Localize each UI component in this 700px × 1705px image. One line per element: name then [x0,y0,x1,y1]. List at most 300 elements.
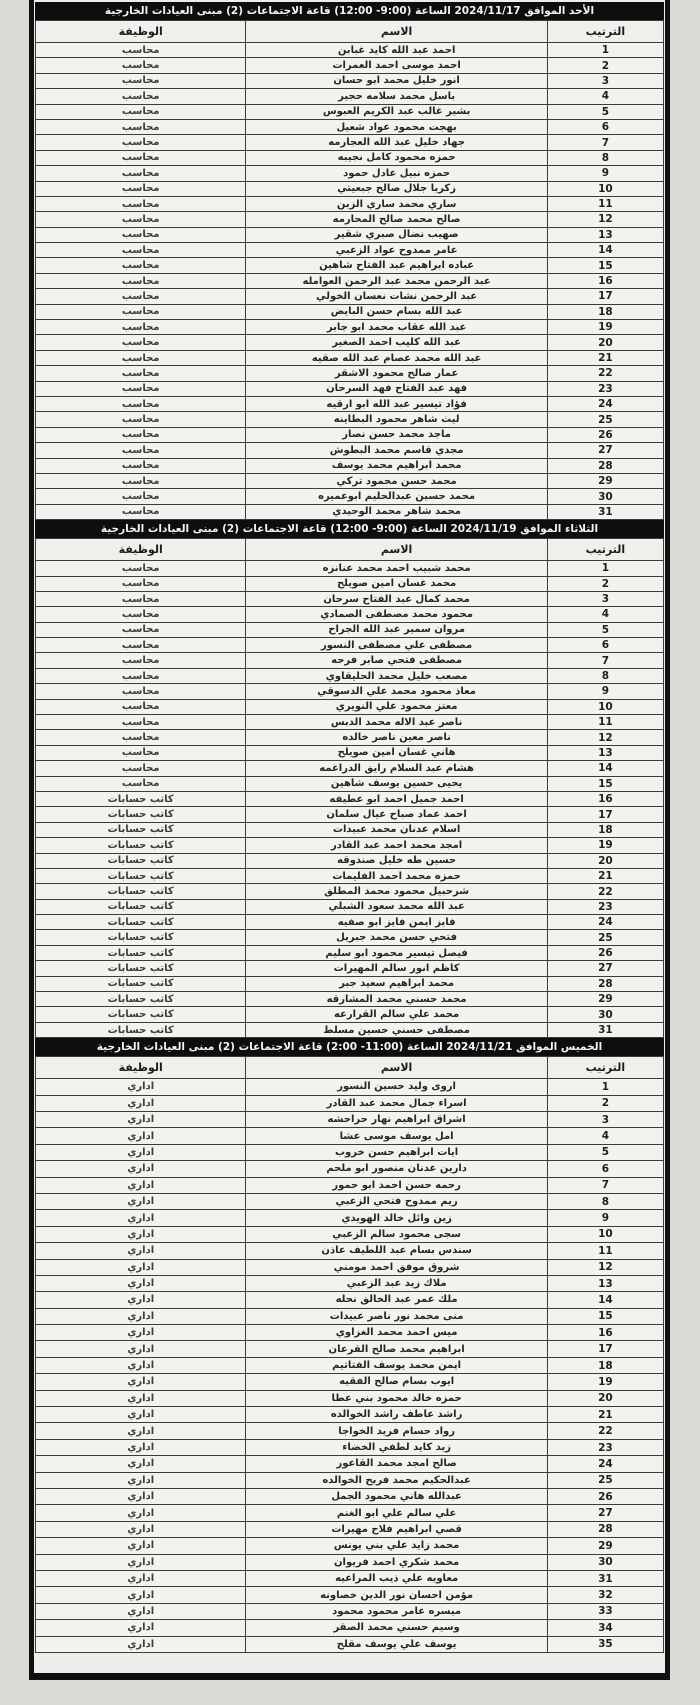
table-row [36,684,664,699]
name-cell: ابراهيم محمد صالح القرعان [246,1341,547,1357]
table-row [36,1341,664,1357]
name-cell: محمد شكري احمد فريوان [246,1554,547,1570]
name-cell: عبد الله كليب احمد الصغير [246,335,547,350]
rank-cell: 14 [547,761,663,776]
job-cell: كاتب حسابات [36,976,246,991]
job-cell: اداري [36,1521,246,1537]
rank-cell: 21 [547,868,663,883]
rank-cell: 19 [547,1374,663,1390]
job-cell: محاسب [36,243,246,258]
job-cell: اداري [36,1275,246,1291]
rank-cell: 13 [547,1275,663,1291]
job-cell: كاتب حسابات [36,945,246,960]
table-row [36,653,664,668]
rank-cell: 29 [547,992,663,1007]
name-cell: احمد موسى احمد العمرات [246,58,547,73]
roster-body [36,43,664,520]
rank-cell: 32 [547,1587,663,1603]
job-cell: كاتب حسابات [36,899,246,914]
rank-cell: 9 [547,1210,663,1226]
table-row [36,412,664,427]
name-cell: محمد غسان امين صويلح [246,576,547,591]
table-row [36,776,664,791]
name-cell: معاذ محمود محمد علي الدسوقي [246,684,547,699]
table-row [36,1144,664,1160]
document-frame [29,0,670,1680]
job-cell: اداري [36,1390,246,1406]
name-cell: ايوب بسام صالح الفقيه [246,1374,547,1390]
table-row [36,668,664,683]
name-cell: عبد الله عقاب محمد ابو جابر [246,320,547,335]
job-cell: محاسب [36,668,246,683]
table-row [36,853,664,868]
name-cell: فتحي حسن محمد جبريل [246,930,547,945]
name-cell: اسراء جمال محمد عبد القادر [246,1095,547,1111]
job-cell: محاسب [36,366,246,381]
table-row [36,992,664,1007]
job-cell: محاسب [36,653,246,668]
rank-cell: 29 [547,1538,663,1554]
job-cell: محاسب [36,622,246,637]
job-cell: اداري [36,1407,246,1423]
table-row [36,1505,664,1521]
column-header-job: الوظيفة [36,1057,246,1079]
name-cell: كاظم انور سالم المهيرات [246,961,547,976]
table-row [36,1177,664,1193]
rank-cell: 27 [547,443,663,458]
rank-cell: 22 [547,1423,663,1439]
job-cell: محاسب [36,576,246,591]
name-cell: عبد الله محمد عصام عبد الله صقيه [246,350,547,365]
name-cell: راشد عاطف راشد الخوالده [246,1407,547,1423]
job-cell: محاسب [36,89,246,104]
job-cell: محاسب [36,730,246,745]
rank-cell: 31 [547,1022,663,1037]
table-row [36,1007,664,1022]
job-cell: اداري [36,1243,246,1259]
table-row [36,381,664,396]
rank-cell: 12 [547,1259,663,1275]
rank-cell: 33 [547,1603,663,1619]
job-cell: اداري [36,1292,246,1308]
name-cell: فايز ايمن فايز ابو صفيه [246,915,547,930]
job-cell: اداري [36,1325,246,1341]
job-cell: محاسب [36,258,246,273]
roster-table-tuesday [35,538,664,1038]
rank-cell: 6 [547,638,663,653]
table-row [36,1407,664,1423]
rank-cell: 29 [547,473,663,488]
job-cell: اداري [36,1341,246,1357]
name-cell: اشراق ابراهيم نهار حراحشه [246,1112,547,1128]
table-row [36,427,664,442]
roster-body [36,1079,664,1653]
name-cell: معاويه علي ذيب المراعيه [246,1570,547,1586]
job-cell: محاسب [36,43,246,58]
job-cell: اداري [36,1505,246,1521]
name-cell: باسل محمد سلامه حجير [246,89,547,104]
job-cell: اداري [36,1620,246,1636]
column-header-name: الاسم [246,21,547,43]
name-cell: حمزه محمد احمد الفليمات [246,868,547,883]
name-cell: محمد علي سالم القرارعه [246,1007,547,1022]
rank-cell: 2 [547,576,663,591]
column-header-job: الوظيفة [36,539,246,561]
rank-cell: 27 [547,1505,663,1521]
table-header-row [36,539,664,561]
rank-cell: 1 [547,43,663,58]
table-row [36,822,664,837]
table-row [36,1570,664,1586]
rank-cell: 4 [547,89,663,104]
table-row [36,89,664,104]
job-cell: محاسب [36,745,246,760]
rank-cell: 18 [547,822,663,837]
table-row [36,150,664,165]
table-header-row [36,1057,664,1079]
table-row [36,761,664,776]
table-row [36,576,664,591]
table-row [36,1357,664,1373]
rank-cell: 27 [547,961,663,976]
column-header-job: الوظيفة [36,21,246,43]
rank-cell: 9 [547,684,663,699]
name-cell: صالح محمد صالح المحارمه [246,212,547,227]
rank-cell: 26 [547,427,663,442]
table-row [36,1587,664,1603]
table-row [36,289,664,304]
job-cell: اداري [36,1374,246,1390]
job-cell: اداري [36,1128,246,1144]
job-cell: محاسب [36,761,246,776]
name-cell: محمد زايد علي بني يونس [246,1538,547,1554]
job-cell: محاسب [36,104,246,119]
name-cell: زيد كايد لطفي الخضاء [246,1439,547,1455]
column-header-rank: الترتيب [547,21,663,43]
table-row [36,638,664,653]
name-cell: احمد جميل احمد ابو عطيفه [246,791,547,806]
table-row [36,591,664,606]
name-cell: عبدالحكيم محمد فريح الخوالده [246,1472,547,1488]
name-cell: عبد الله بسام حسن البايض [246,304,547,319]
table-row [36,350,664,365]
rank-cell: 9 [547,166,663,181]
table-row [36,1620,664,1636]
rank-cell: 34 [547,1620,663,1636]
name-cell: هاني غسان امين صويلح [246,745,547,760]
name-cell: مصعب خليل محمد الحليقاوي [246,668,547,683]
table-row [36,1374,664,1390]
job-cell: اداري [36,1177,246,1193]
table-row [36,43,664,58]
name-cell: رحمه حسن احمد ابو حمور [246,1177,547,1193]
table-row [36,181,664,196]
job-cell: محاسب [36,289,246,304]
name-cell: ناصر عبد الاله محمد الدبس [246,715,547,730]
job-cell: كاتب حسابات [36,884,246,899]
rank-cell: 25 [547,930,663,945]
rank-cell: 19 [547,320,663,335]
job-cell: اداري [36,1095,246,1111]
name-cell: زين وائل خالد الهويدي [246,1210,547,1226]
roster-table-thursday [35,1056,664,1653]
name-cell: سجى محمود سالم الزعبي [246,1226,547,1242]
table-row [36,166,664,181]
job-cell: محاسب [36,561,246,576]
job-cell: محاسب [36,699,246,714]
job-cell: محاسب [36,227,246,242]
table-row [36,745,664,760]
job-cell: محاسب [36,119,246,134]
table-row [36,1022,664,1037]
column-header-name: الاسم [246,539,547,561]
column-header-name: الاسم [246,1057,547,1079]
job-cell: كاتب حسابات [36,930,246,945]
rank-cell: 12 [547,212,663,227]
rank-cell: 14 [547,243,663,258]
table-row [36,258,664,273]
rank-cell: 31 [547,504,663,519]
rank-cell: 4 [547,1128,663,1144]
name-cell: هشام عبد السلام رايق الدراغمه [246,761,547,776]
table-row [36,622,664,637]
roster-table-sunday [35,20,664,520]
rank-cell: 24 [547,1456,663,1472]
rank-cell: 2 [547,1095,663,1111]
job-cell: اداري [36,1488,246,1504]
name-cell: محمد حسن محمود تركي [246,473,547,488]
job-cell: محاسب [36,150,246,165]
rank-cell: 7 [547,135,663,150]
rank-cell: 22 [547,884,663,899]
table-row [36,899,664,914]
table-row [36,504,664,519]
rank-cell: 3 [547,73,663,88]
table-row [36,443,664,458]
table-row [36,1636,664,1652]
name-cell: مروان سمير عبد الله الجراح [246,622,547,637]
rank-cell: 21 [547,350,663,365]
table-row [36,807,664,822]
name-cell: بشير غالب عبد الكريم العبوس [246,104,547,119]
job-cell: اداري [36,1210,246,1226]
name-cell: احمد عبد الله كايد غبابن [246,43,547,58]
name-cell: محمد حسني محمد المشارقه [246,992,547,1007]
name-cell: ريم ممدوح فتحي الزعبي [246,1193,547,1209]
job-cell: محاسب [36,489,246,504]
name-cell: اروى وليد حسين النسور [246,1079,547,1095]
job-cell: كاتب حسابات [36,961,246,976]
rank-cell: 4 [547,607,663,622]
table-row [36,791,664,806]
job-cell: كاتب حسابات [36,1007,246,1022]
name-cell: قصي ابراهيم فلاح مهيرات [246,1521,547,1537]
job-cell: كاتب حسابات [36,838,246,853]
name-cell: مجدي قاسم محمد البطوش [246,443,547,458]
table-row [36,273,664,288]
rank-cell: 23 [547,899,663,914]
name-cell: امل يوسف موسى عشا [246,1128,547,1144]
table-row [36,320,664,335]
name-cell: اسلام عدنان محمد عبيدات [246,822,547,837]
table-row [36,1603,664,1619]
table-row [36,1259,664,1275]
name-cell: جهاد خليل عبد الله العجارمه [246,135,547,150]
rank-cell: 30 [547,1007,663,1022]
job-cell: اداري [36,1570,246,1586]
table-row [36,607,664,622]
table-row [36,1210,664,1226]
table-row [36,961,664,976]
rank-cell: 23 [547,1439,663,1455]
job-cell: كاتب حسابات [36,822,246,837]
job-cell: محاسب [36,412,246,427]
column-header-rank: الترتيب [547,1057,663,1079]
name-cell: مصطفى حسني حسين مسلط [246,1022,547,1037]
table-row [36,1472,664,1488]
job-cell: اداري [36,1079,246,1095]
job-cell: محاسب [36,304,246,319]
job-cell: اداري [36,1357,246,1373]
job-cell: محاسب [36,504,246,519]
name-cell: عبد الرحمن محمد عبد الرحمن العوامله [246,273,547,288]
job-cell: محاسب [36,73,246,88]
name-cell: محمد ابراهيم سعيد جبر [246,976,547,991]
name-cell: امجد محمد احمد عبد القادر [246,838,547,853]
table-row [36,1226,664,1242]
table-row [36,58,664,73]
table-row [36,1390,664,1406]
table-row [36,304,664,319]
table-row [36,699,664,714]
job-cell: كاتب حسابات [36,853,246,868]
job-cell: محاسب [36,591,246,606]
rank-cell: 28 [547,1521,663,1537]
table-row [36,1128,664,1144]
job-cell: محاسب [36,427,246,442]
name-cell: ساري محمد ساري الزبن [246,196,547,211]
table-row [36,335,664,350]
name-cell: عبدالله هاني محمود الجمل [246,1488,547,1504]
job-cell: محاسب [36,135,246,150]
table-row [36,196,664,211]
rank-cell: 11 [547,196,663,211]
name-cell: ملك عمر عبد الخالق نحله [246,1292,547,1308]
rank-cell: 6 [547,1161,663,1177]
job-cell: محاسب [36,638,246,653]
job-cell: محاسب [36,715,246,730]
table-row [36,1079,664,1095]
table-row [36,945,664,960]
name-cell: حسين طه خليل صندوقه [246,853,547,868]
name-cell: ماجد محمد حسن نصار [246,427,547,442]
table-row [36,104,664,119]
table-row [36,730,664,745]
name-cell: محمود محمد مصطفى الصمادي [246,607,547,622]
job-cell: محاسب [36,58,246,73]
rank-cell: 24 [547,915,663,930]
rank-cell: 15 [547,776,663,791]
table-row [36,1554,664,1570]
rank-cell: 14 [547,1292,663,1308]
job-cell: اداري [36,1193,246,1209]
table-row [36,1243,664,1259]
rank-cell: 30 [547,1554,663,1570]
name-cell: مؤمن احسان نور الدين خصاونه [246,1587,547,1603]
name-cell: رواد حسام فريد الخواجا [246,1423,547,1439]
rank-cell: 20 [547,1390,663,1406]
rank-cell: 1 [547,561,663,576]
job-cell: اداري [36,1603,246,1619]
rank-cell: 19 [547,838,663,853]
job-cell: محاسب [36,443,246,458]
name-cell: احمد عماد صباح عيال سلمان [246,807,547,822]
table-row [36,396,664,411]
job-cell: محاسب [36,320,246,335]
name-cell: ايات ابراهيم حسن خروب [246,1144,547,1160]
name-cell: عمار صالح محمود الاشقر [246,366,547,381]
rank-cell: 1 [547,1079,663,1095]
table-row [36,1275,664,1291]
table-row [36,473,664,488]
rank-cell: 18 [547,304,663,319]
rank-cell: 20 [547,335,663,350]
table-row [36,119,664,134]
table-row [36,915,664,930]
rank-cell: 25 [547,412,663,427]
name-cell: انور خليل محمد ابو حسان [246,73,547,88]
job-cell: كاتب حسابات [36,791,246,806]
table-row [36,73,664,88]
name-cell: معتز محمود علي النويري [246,699,547,714]
name-cell: محمد ابراهيم محمد يوسف [246,458,547,473]
name-cell: حمزه محمود كامل نجيبه [246,150,547,165]
name-cell: ملاك زيد عبد الزعبي [246,1275,547,1291]
table-row [36,715,664,730]
rank-cell: 8 [547,150,663,165]
table-row [36,1161,664,1177]
column-header-rank: الترتيب [547,539,663,561]
job-cell: اداري [36,1423,246,1439]
table-row [36,1439,664,1455]
name-cell: محمد حسين عبدالحليم ابوعميره [246,489,547,504]
rank-cell: 13 [547,227,663,242]
job-cell: محاسب [36,776,246,791]
job-cell: اداري [36,1439,246,1455]
table-row [36,1423,664,1439]
job-cell: اداري [36,1538,246,1554]
rank-cell: 12 [547,730,663,745]
rank-cell: 8 [547,1193,663,1209]
name-cell: زكريا جلال صالح جبعيتي [246,181,547,196]
rank-cell: 11 [547,1243,663,1259]
name-cell: ميس احمد محمد الغزاوي [246,1325,547,1341]
name-cell: حمزه خالد محمود بني عطا [246,1390,547,1406]
job-cell: محاسب [36,335,246,350]
section-tuesday [35,520,664,1038]
job-cell: محاسب [36,396,246,411]
rank-cell: 21 [547,1407,663,1423]
rank-cell: 8 [547,668,663,683]
job-cell: محاسب [36,350,246,365]
job-cell: اداري [36,1554,246,1570]
job-cell: اداري [36,1587,246,1603]
job-cell: اداري [36,1259,246,1275]
table-row [36,212,664,227]
rank-cell: 16 [547,1325,663,1341]
rank-cell: 5 [547,622,663,637]
rank-cell: 28 [547,458,663,473]
